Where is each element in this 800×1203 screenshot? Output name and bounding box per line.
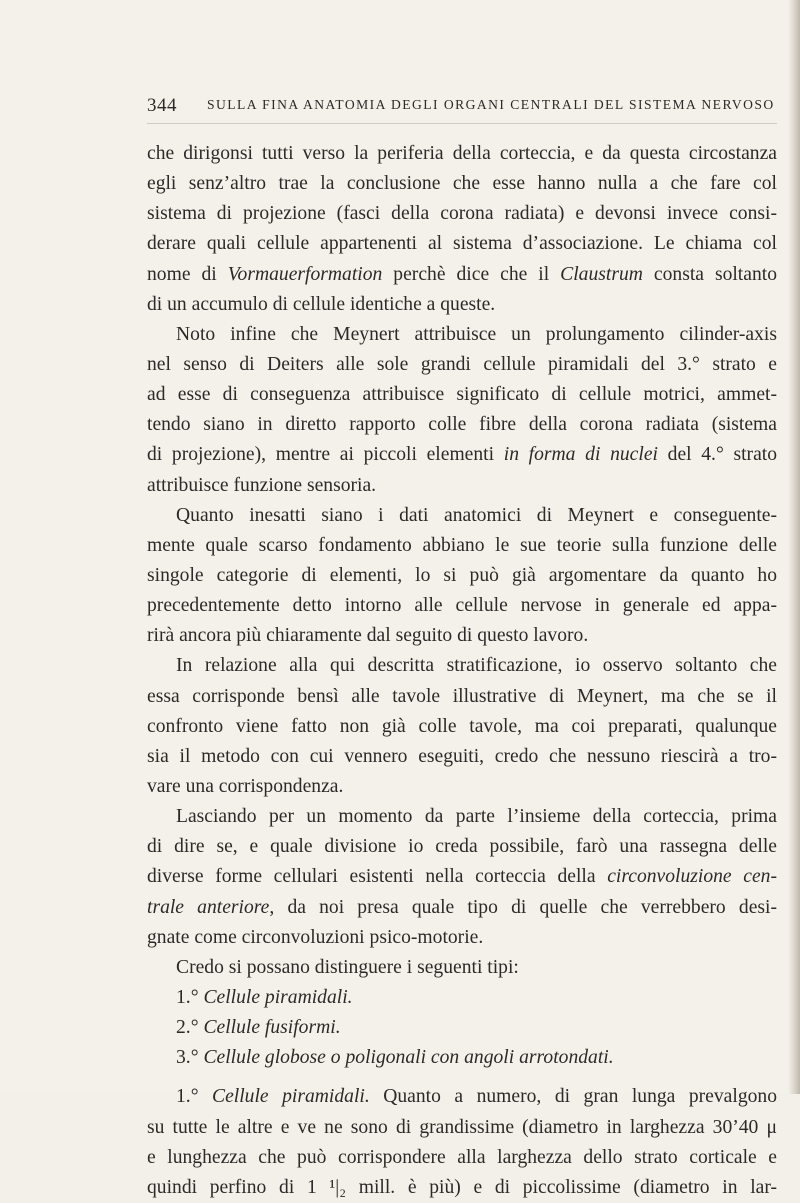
text-line: sia il metodo con cui vennero eseguiti, credo che nessuno riescirà a tro- bbox=[147, 745, 777, 767]
text-line: di projezione), mentre ai piccoli elementi in forma di nuclei del 4.° strato bbox=[147, 444, 778, 466]
list-item: 1.° Cellule piramidali. bbox=[176, 986, 353, 1008]
text-line: rirà ancora più chiaramente dal seguito di questo lavoro. bbox=[147, 625, 589, 647]
italic-term: Cellule piramidali. bbox=[212, 1086, 370, 1108]
italic-term: in forma di nuclei bbox=[503, 444, 658, 466]
italic-term: Vormauerformation bbox=[227, 263, 383, 285]
text-line: In relazione alla qui descritta stratificazione, io osservo soltanto che bbox=[176, 655, 777, 677]
text-line: di un accumulo di cellule identiche a queste. bbox=[147, 293, 496, 315]
italic-term: Cellule fusiformi. bbox=[203, 1017, 341, 1039]
italic-term: Cellule globose o poligonali con angoli arrotondati. bbox=[203, 1047, 614, 1069]
running-title: SULLA FINA ANATOMIA DEGLI ORGANI CENTRALI DEL SISTEMA NERVOSO bbox=[207, 97, 775, 112]
text-line: egli senz’altro trae la conclusione che esse hanno nulla a che fare col bbox=[147, 173, 777, 195]
text-line: derare quali cellule appartenenti al sistema d’associazione. Le chiama col bbox=[147, 233, 777, 255]
text-line: gnate come circonvoluzioni psico-motorie. bbox=[147, 926, 484, 948]
text-line: ad esse di conseguenza attribuisce significato di cellule motrici, ammet- bbox=[147, 384, 777, 406]
page-number: 344 bbox=[147, 95, 177, 116]
text-line: sistema di projezione (fasci della corona radiata) e devonsi invece consi- bbox=[147, 203, 777, 225]
text-line: precedentemente detto intorno alle cellule nervose in generale ed appa- bbox=[147, 595, 777, 617]
header-rule bbox=[147, 123, 777, 124]
text-line: Lasciando per un momento da parte l’insieme della corteccia, prima bbox=[176, 806, 777, 828]
body-text bbox=[147, 139, 777, 1203]
text-line: trale anteriore, da noi presa quale tipo di quelle che verrebbero desi- bbox=[147, 896, 777, 918]
running-head bbox=[147, 95, 777, 119]
italic-term: Cellule piramidali. bbox=[203, 986, 353, 1008]
text-line: nome di Vormauerformation perchè dice che il Claustrum consta soltanto bbox=[147, 263, 777, 285]
text-line: tendo siano in diretto rapporto colle fibre della corona radiata (sistema bbox=[147, 414, 777, 436]
text-line: attribuisce funzione sensoria. bbox=[147, 474, 377, 496]
italic-term: circonvoluzione cen- bbox=[607, 866, 777, 888]
text-line: nel senso di Deiters alle sole grandi cellule piramidali del 3.° strato e bbox=[147, 353, 777, 375]
text-line: quindi perfino di 1 ¹|₂ mill. è più) e di piccolissime (diametro in lar- bbox=[147, 1176, 777, 1198]
text-line: vare una corrispondenza. bbox=[147, 775, 344, 797]
text-line: Credo si possano distinguere i seguenti tipi: bbox=[176, 956, 519, 978]
page-edge-shadow bbox=[788, 0, 800, 1094]
text-line: mente quale scarso fondamento abbiano le sue teorie sulla funzione delle bbox=[147, 534, 777, 556]
text-line: che dirigonsi tutti verso la periferia della corteccia, e da questa circostanza bbox=[147, 143, 777, 164]
text-line: singole categorie di elementi, lo si può già argomentare da quanto ho bbox=[147, 564, 777, 586]
italic-term: trale anteriore bbox=[147, 896, 270, 918]
italic-term: Claustrum bbox=[560, 263, 643, 285]
text-line: su tutte le altre e ve ne sono di grandissime (diametro in larghezza 30’40 μ bbox=[147, 1116, 777, 1138]
text-line: Quanto inesatti siano i dati anatomici di Meynert e conseguente- bbox=[176, 504, 777, 526]
text-line: confronto viene fatto non già colle tavole, ma coi preparati, qualunque bbox=[147, 715, 777, 737]
list-item: 3.° Cellule globose o poligonali con angoli arrotondati. bbox=[176, 1047, 614, 1069]
text-line: e lunghezza che può corrispondere alla larghezza dello strato corticale e bbox=[147, 1146, 777, 1168]
text-line: di dire se, e quale divisione io creda possibile, farò una rassegna delle bbox=[147, 836, 777, 858]
list-item: 2.° Cellule fusiformi. bbox=[176, 1017, 341, 1039]
text-line: diverse forme cellulari esistenti nella corteccia della circonvoluzione cen- bbox=[147, 866, 777, 888]
text-line: 1.° Cellule piramidali. Quanto a numero, di gran lunga prevalgono bbox=[176, 1086, 778, 1108]
text-line: Noto infine che Meynert attribuisce un prolungamento cilinder-axis bbox=[176, 323, 777, 345]
text-line: essa corrisponde bensì alle tavole illustrative di Meynert, ma che se il bbox=[147, 685, 777, 707]
